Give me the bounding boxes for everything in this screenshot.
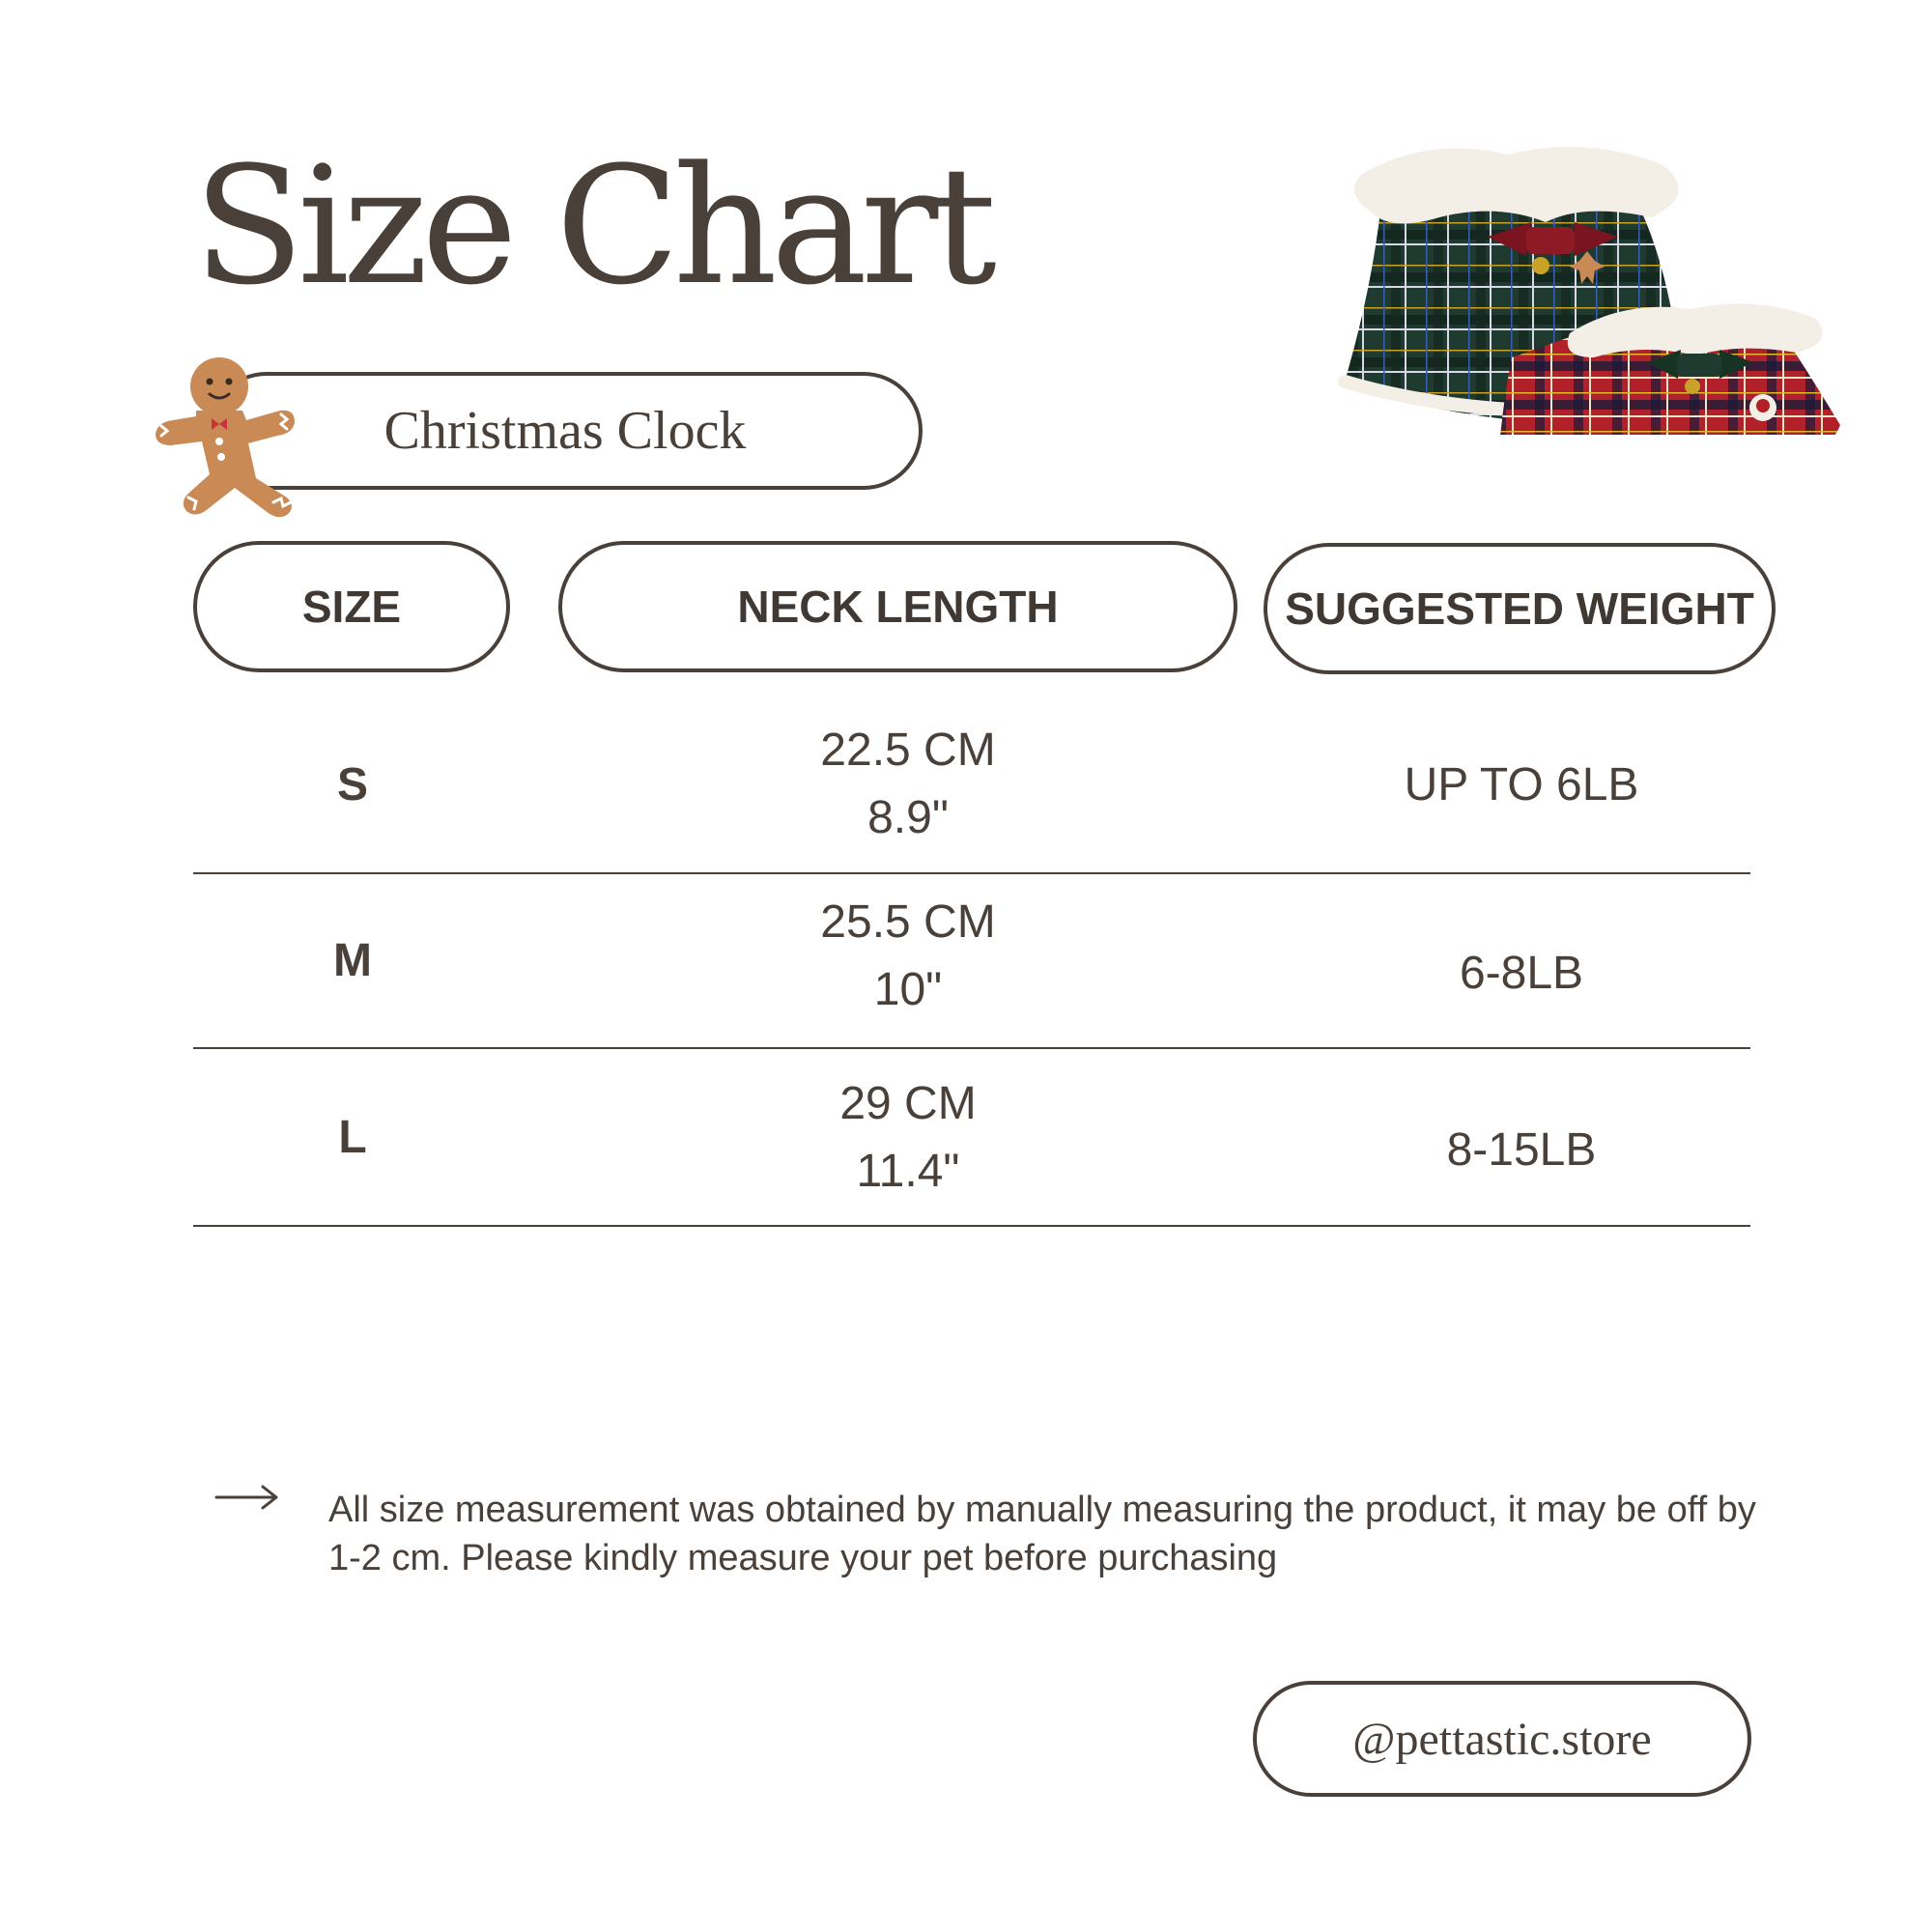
neck-cell-l: [715, 1070, 1101, 1206]
column-header-size-label: SIZE: [301, 582, 402, 632]
subtitle-label: Christmas Clock: [384, 401, 747, 461]
column-header-neck-length-label: NECK LENGTH: [737, 582, 1059, 632]
page-title: Size Chart: [193, 131, 990, 321]
product-photo: [1333, 126, 1893, 435]
store-handle-pill[interactable]: [1253, 1681, 1751, 1797]
neck-in-s: 8.9": [867, 792, 949, 843]
size-cell-m: M: [333, 935, 372, 986]
column-header-suggested-weight-label: SUGGESTED WEIGHT: [1285, 583, 1754, 634]
neck-cm-m: 25.5 CM: [820, 896, 996, 948]
size-cell-s: S: [336, 759, 368, 810]
column-header-neck-length: [558, 541, 1237, 672]
size-cell-l: L: [338, 1112, 367, 1163]
row-divider: [193, 1225, 1750, 1227]
neck-cm-l: 29 CM: [839, 1078, 977, 1129]
weight-cell-s: UP TO 6LB: [1404, 759, 1639, 810]
neck-cell-m: [715, 889, 1101, 1024]
disclaimer-note: All size measurement was obtained by manually measuring the product, it may be off by 1-2 cm. Please kindly measure your pet before purchasing: [328, 1490, 1756, 1578]
row-divider: [193, 872, 1750, 874]
weight-cell-l: 8-15LB: [1446, 1124, 1597, 1176]
neck-cell-s: [715, 717, 1101, 852]
column-header-size: [193, 541, 510, 672]
neck-cm-s: 22.5 CM: [820, 724, 996, 776]
neck-in-m: 10": [873, 964, 943, 1015]
column-header-suggested-weight: [1264, 543, 1776, 674]
arrow-right-icon: [214, 1483, 282, 1512]
weight-cell-m: 6-8LB: [1459, 948, 1584, 999]
neck-in-l: 11.4": [856, 1146, 960, 1197]
gingerbread-man-icon: [150, 353, 304, 522]
row-divider: [193, 1047, 1750, 1049]
subtitle-pill: [208, 372, 923, 490]
store-handle[interactable]: @pettastic.store: [1352, 1713, 1652, 1765]
